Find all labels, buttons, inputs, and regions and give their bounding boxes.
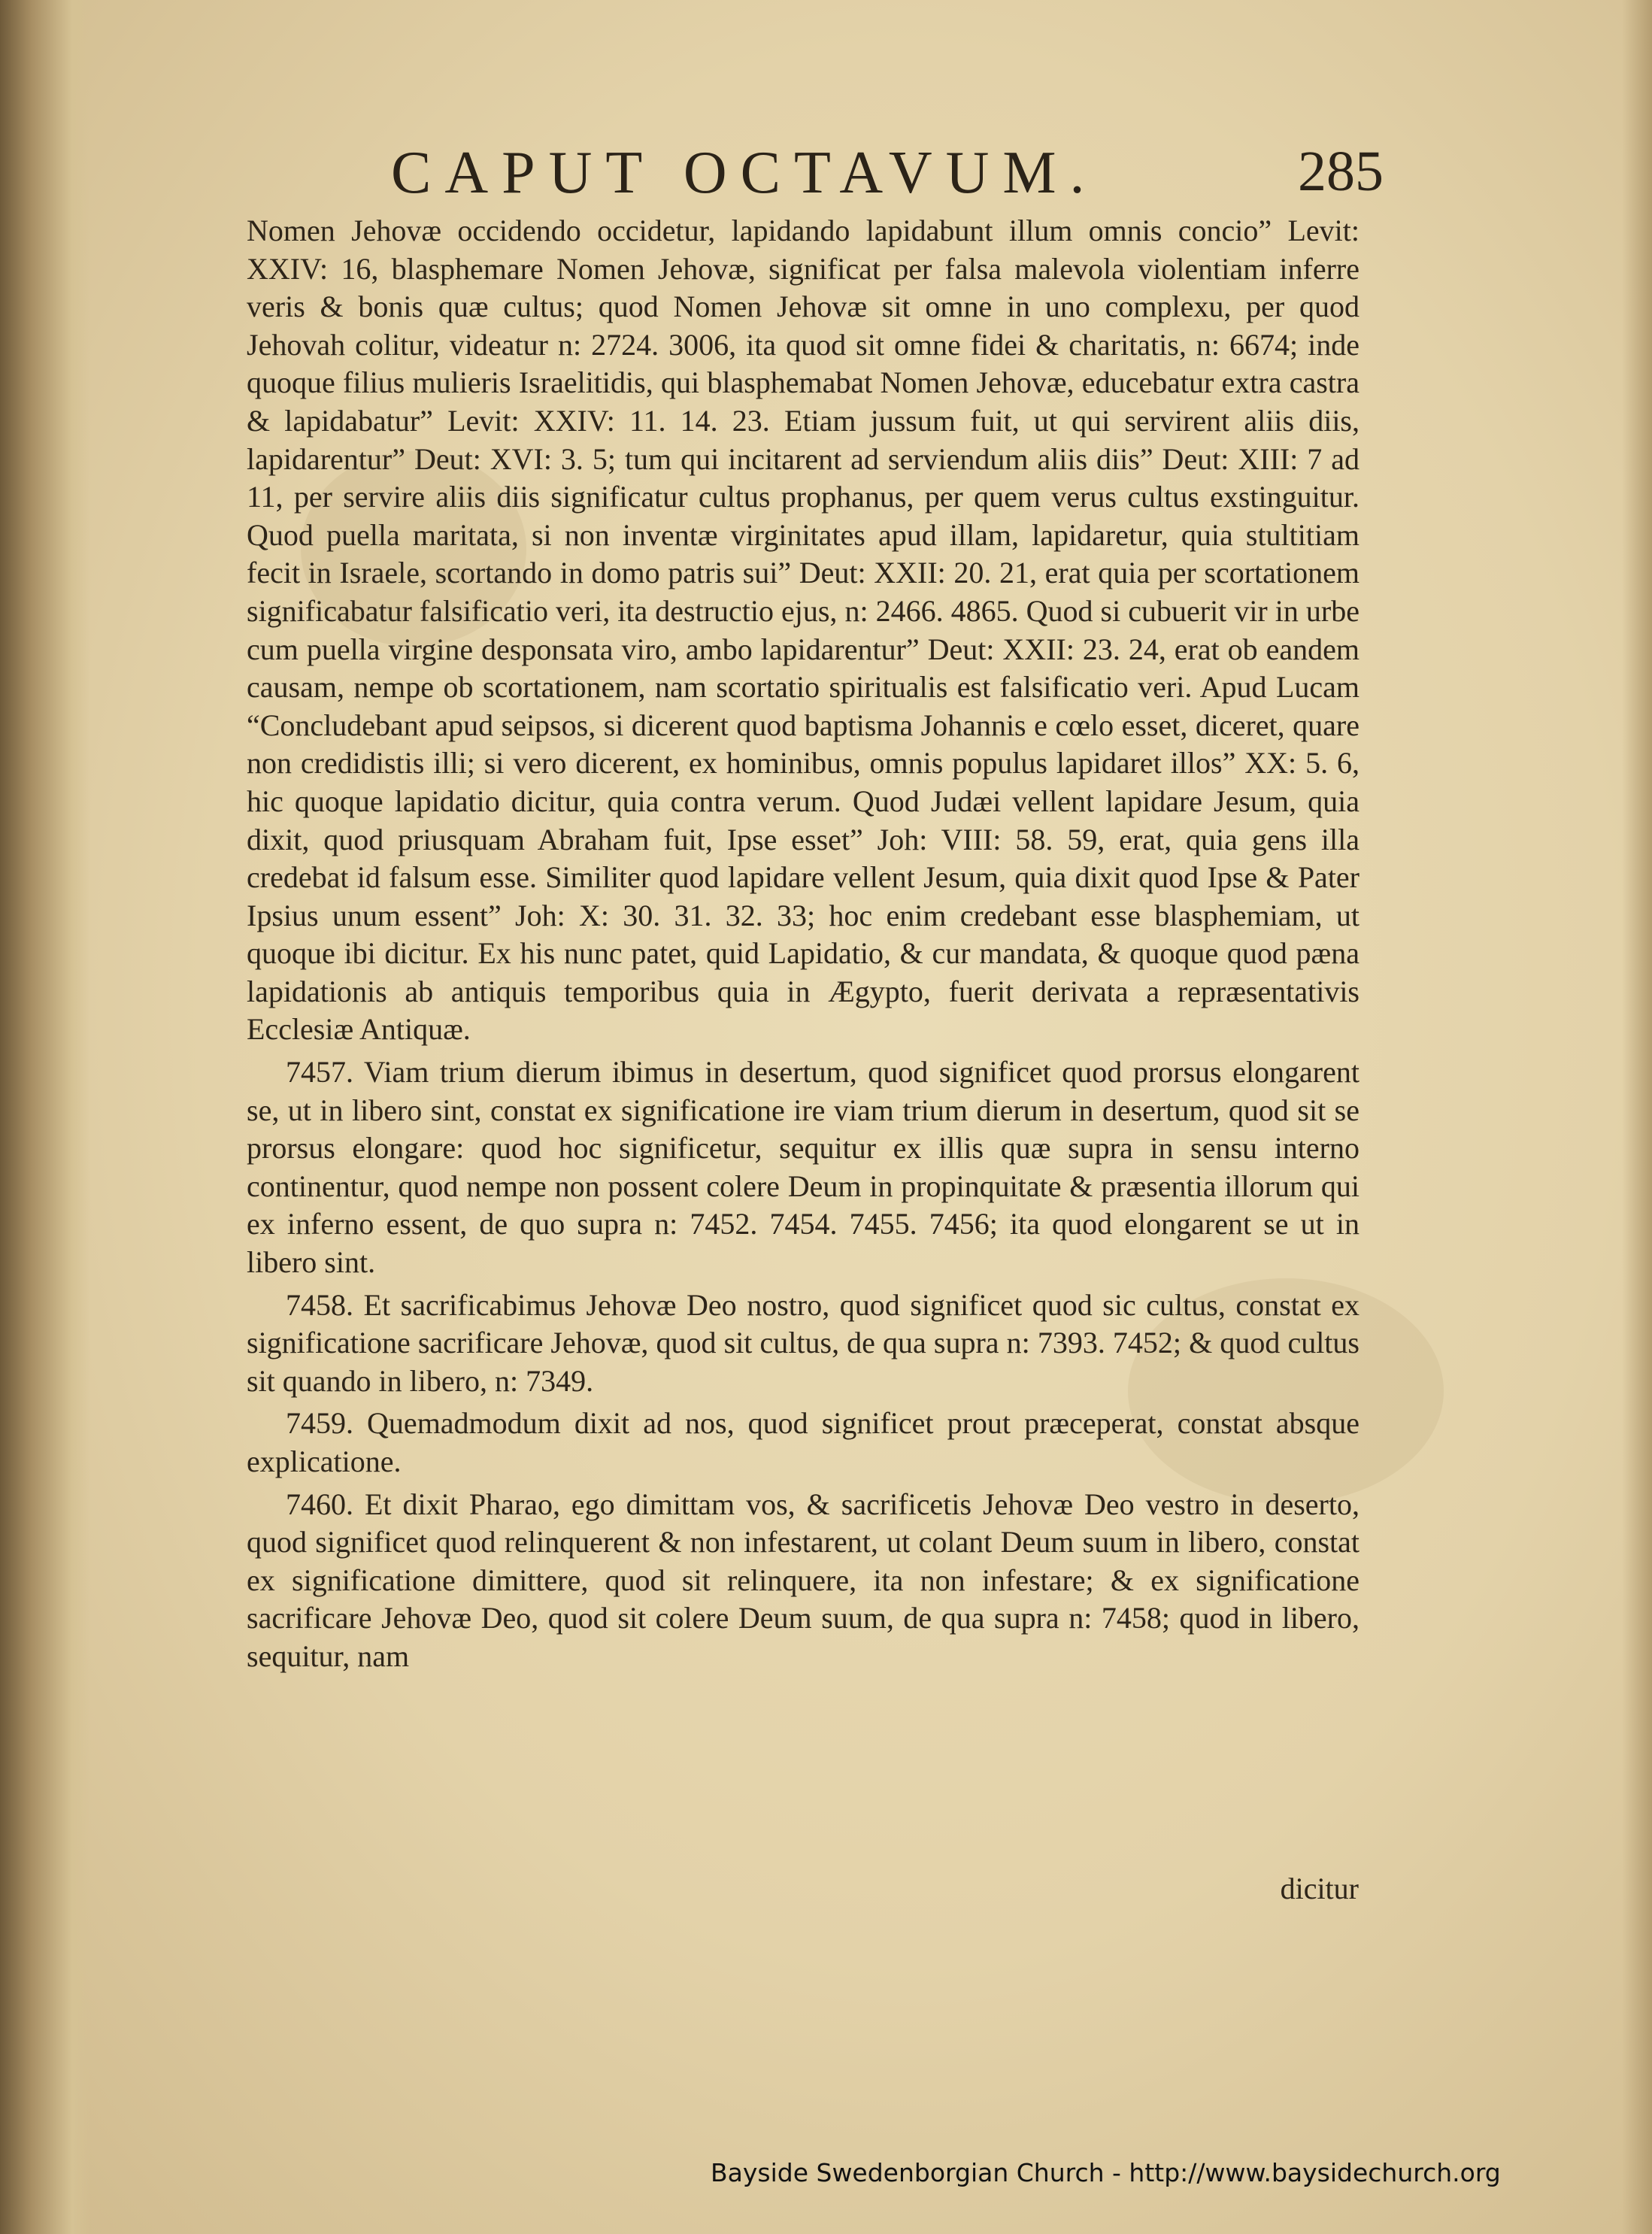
- catchword: dicitur: [1280, 1872, 1359, 1905]
- page-gutter-shadow: [0, 0, 90, 2234]
- page-number: 285: [1298, 140, 1384, 203]
- page-header: [391, 139, 1384, 214]
- page-edge-shadow: [1622, 0, 1652, 2234]
- paragraph-7457: 7457. Viam trium dierum ibimus in desertum, quod significet quod prorsus elongarent se, ut in libero sint, constat ex significatione ire viam trium dierum in desertum, quod sit se prorsus elongare: quod hoc significetur, sequitur ex illis quæ supra in sensu interno continentur, quod nempe non possent colere Deum in propinquitate & præsentia illorum qui ex inferno essent, de quo supra n: 7452. 7454. 7455. 7456; ita quod elongarent se ut in libero sint.: [247, 1055, 1359, 1280]
- paragraph-7460: 7460. Et dixit Pharao, ego dimittam vos, & sacrificetis Jehovæ Deo vestro in deserto, quod significet quod relinquerent & non infestarent, ut colant Deum suum in libero, constat ex significatione dimittere, quod sit relinquere, ita non infestare; & ex significatione sacrificare Jehovæ Deo, quod sit colere Deum suum, de qua supra n: 7458; quod in libero, sequitur, nam: [247, 1487, 1359, 1673]
- running-head: CAPUT OCTAVUM.: [391, 140, 1099, 206]
- paragraph-7459: 7459. Quemadmodum dixit ad nos, quod significet prout præceperat, constat absque explicatione.: [247, 1406, 1359, 1478]
- footer-credit: Bayside Swedenborgian Church - http://www.baysidechurch.org: [711, 2158, 1501, 2187]
- paragraph: Nomen Jehovæ occidendo occidetur, lapidando lapidabunt illum omnis concio” Levit: XXIV: 16, blasphemare Nomen Jehovæ, significat per falsa malevola violentiam inferre veris & bonis quæ cultus; quod Nomen Jehovæ sit omne in uno complexu, per quod Jehovah colitur, videatur n: 2724. 3006, ita quod sit omne fidei & charitatis, n: 6674; inde quoque filius mulieris Israelitidis, qui blasphemabat Nomen Jehovæ, educebatur extra castra & lapidabatur” Levit: XXIV: 11. 14. 23. Etiam jussum fuit, ut qui servirent aliis diis, lapidarentur” Deut: XVI: 3. 5; tum qui incitarent ad serviendum aliis diis” Deut: XIII: 7 ad 11, per servire aliis diis significatur cultus prophanus, per quem verus cultus exstinguitur. Quod puella maritata, si non inventæ virginitates apud illam, lapidaretur, quia stultitiam fecit in Israele, scortando in domo patris sui” Deut: XXII: 20. 21, erat quia per scortationem significabatur falsificatio veri, ita destructio ejus, n: 2466. 4865. Quod si cubuerit vir in urbe cum puella virgine desponsata viro, ambo lapidarentur” Deut: XXII: 23. 24, erat ob eandem causam, nempe ob scortationem, nam scortatio spiritualis est falsificatio veri. Apud Lucam “Concludebant apud seipsos, si dicerent quod baptisma Johannis e cœlo esset, diceret, quare non credidistis illi; si vero dicerent, ex hominibus, omnis populus lapidaret illos” XX: 5. 6, hic quoque lapidatio dicitur, quia contra verum. Quod Judæi vellent lapidare Jesum, quia dixit, quod priusquam Abraham fuit, Ipse esset” Joh: VIII: 58. 59, erat, quia gens illa credebat id falsum esse. Similiter quod lapidare vellent Jesum, quia dixit quod Ipse & Pater Ipsius unum essent” Joh: X: 30. 31. 32. 33; hoc enim credebant esse blasphemiam, ut quoque ibi dicitur. Ex his nunc patet, quid Lapidatio, & cur mandata, & quoque quod pæna lapidationis ab antiquis temporibus quia in Ægypto, fuerit derivata a repræsentativis Ecclesiæ Antiquæ.: [247, 214, 1359, 1047]
- paragraph-7458: 7458. Et sacrificabimus Jehovæ Deo nostro, quod significet quod sic cultus, constat ex significatione sacrificare Jehovæ, quod sit cultus, de qua supra n: 7393. 7452; & quod cultus sit quando in libero, n: 7349.: [247, 1287, 1359, 1398]
- body-text: [247, 212, 1359, 1676]
